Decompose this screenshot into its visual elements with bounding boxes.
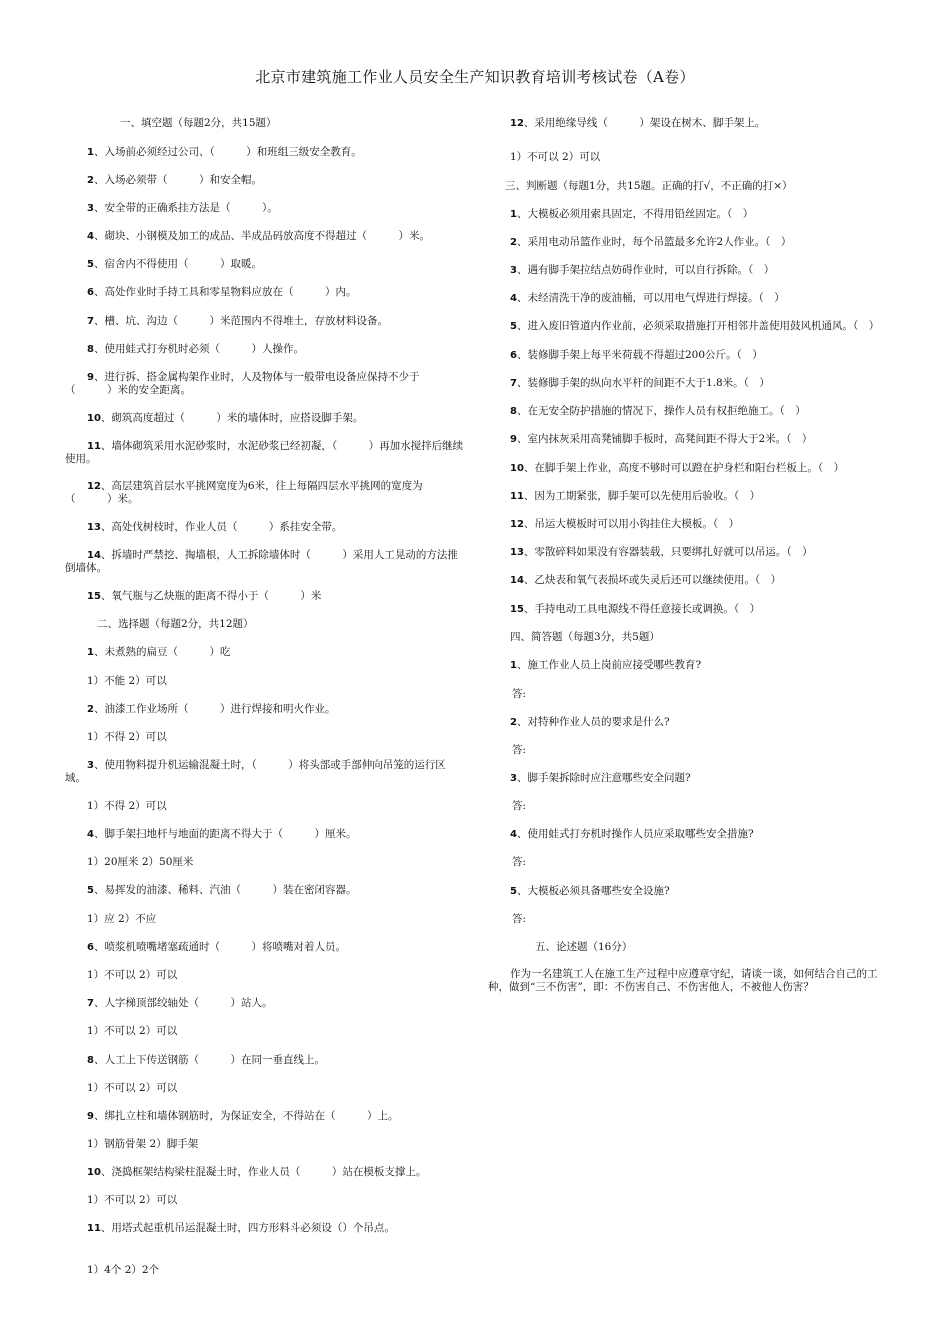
left-line-25: 1）20厘米 2）50厘米 xyxy=(87,856,194,868)
left-line-6: 5、宿舍内不得使用（ ）取暖。 xyxy=(87,258,262,270)
left-line-33: 1）不可以 2）可以 xyxy=(87,1082,178,1094)
left-line-13: 12、高层建筑首层水平挑网宽度为6米，往上每隔四层水平挑网的宽度为（ ）米。 xyxy=(65,480,423,505)
left-line-38: 11、用塔式起重机吊运混凝土时，四方形料斗必须设（）个吊点。 xyxy=(87,1222,395,1234)
right-line-5: 2、采用电动吊篮作业时，每个吊篮最多允许2人作业。（ ） xyxy=(510,236,792,248)
right-line-31: 作为一名建筑工人在施工生产过程中应遵章守纪，请谈一谈，如何结合自己的工种，做到“三不伤害”，即：不伤害自己、不伤害他人，不被他人伤害？ xyxy=(488,968,878,993)
left-line-18: 1、未煮熟的扁豆（ ）吃 xyxy=(87,646,231,658)
right-line-30: 五、论述题（16分） xyxy=(535,941,633,953)
right-line-13: 10、在脚手架上作业，高度不够时可以蹬在护身栏和阳台栏板上。（ ） xyxy=(510,462,845,474)
left-line-11: 10、砌筑高度超过（ ）米的墙体时，应搭设脚手架。 xyxy=(87,412,364,424)
left-line-30: 7、人字梯顶部绞轴处（ ）站人。 xyxy=(87,997,273,1009)
right-line-22: 2、对特种作业人员的要求是什么? xyxy=(510,716,670,728)
right-line-21: 答: xyxy=(512,688,527,700)
right-line-27: 答: xyxy=(512,856,527,868)
right-line-9: 6、装修脚手架上每平米荷载不得超过200公斤。（ ） xyxy=(510,349,763,361)
left-line-26: 5、易挥发的油漆、稀料、汽油（ ）装在密闭容器。 xyxy=(87,884,357,896)
left-line-7: 6、高处作业时手持工具和零星物料应放在（ ）内。 xyxy=(87,286,357,298)
right-line-20: 1、施工作业人员上岗前应接受哪些教育? xyxy=(510,659,702,671)
left-line-39: 1）4个 2）2个 xyxy=(87,1264,160,1276)
left-line-22: 3、使用物料提升机运输混凝土时，（ ）将头部或手部伸向吊笼的运行区域。 xyxy=(65,759,446,784)
right-line-25: 答: xyxy=(512,800,527,812)
left-line-2: 1、入场前必须经过公司、（ ）和班组三级安全教育。 xyxy=(87,146,362,158)
left-line-36: 10、浇捣框架结构梁柱混凝土时，作业人员（ ）站在模板支撑上。 xyxy=(87,1166,427,1178)
right-line-1: 12、采用绝缘导线（ ）架设在树木、脚手架上。 xyxy=(510,117,766,129)
right-line-18: 15、手持电动工具电源线不得任意接长或调换。（ ） xyxy=(510,603,761,615)
right-line-3: 三、判断题（每题1分，共15题。正确的打√，不正确的打×） xyxy=(505,180,793,192)
right-line-28: 5、大模板必须具备哪些安全设施? xyxy=(510,885,670,897)
left-line-15: 14、拆墙时严禁挖、掏墙根，人工拆除墙体时（ ）采用人工晃动的方法推倒墙体。 xyxy=(65,549,458,574)
right-line-7: 4、未经清洗干净的废油桶，可以用电气焊进行焊接。（ ） xyxy=(510,292,785,304)
left-line-10: 9、进行拆、搭金属构架作业时，人及物体与一般带电设备应保持不少于（ ）米的安全距离。 xyxy=(65,371,420,396)
right-line-16: 13、零散碎料如果没有容器装载，只要绑扎好就可以吊运。（ ） xyxy=(510,546,813,558)
right-line-12: 9、室内抹灰采用高凳铺脚手板时，高凳间距不得大于2米。（ ） xyxy=(510,433,813,445)
left-line-24: 4、脚手架扫地杆与地面的距离不得大于（ ）厘米。 xyxy=(87,828,357,840)
right-line-10: 7、装修脚手架的纵向水平杆的间距不大于1.8米。（ ） xyxy=(510,377,770,389)
left-line-21: 1）不得 2）可以 xyxy=(87,731,167,743)
right-line-11: 8、在无安全防护措施的情况下，操作人员有权拒绝施工。（ ） xyxy=(510,405,806,417)
left-line-29: 1）不可以 2）可以 xyxy=(87,969,178,981)
right-line-2: 1）不可以 2）可以 xyxy=(510,151,601,163)
right-line-4: 1、大模板必须用索具固定，不得用铅丝固定。（ ） xyxy=(510,208,754,220)
right-line-29: 答: xyxy=(512,913,527,925)
left-line-34: 9、绑扎立柱和墙体钢筋时，为保证安全，不得站在（ ）上。 xyxy=(87,1110,399,1122)
left-line-20: 2、油漆工作业场所（ ）进行焊接和明火作业。 xyxy=(87,703,336,715)
left-line-37: 1）不可以 2）可以 xyxy=(87,1194,178,1206)
left-line-1: 一、填空题（每题2分，共15题） xyxy=(120,117,277,129)
left-line-14: 13、高处伐树枝时，作业人员（ ）系挂安全带。 xyxy=(87,521,343,533)
left-line-5: 4、砌块、小钢模及加工的成品、半成品码放高度不得超过（ ）米。 xyxy=(87,230,430,242)
left-line-19: 1）不能 2）可以 xyxy=(87,675,167,687)
exam-title: 北京市建筑施工作业人员安全生产知识教育培训考核试卷（A卷） xyxy=(255,68,695,86)
left-line-31: 1）不可以 2）可以 xyxy=(87,1025,178,1037)
right-line-24: 3、脚手架拆除时应注意哪些安全问题? xyxy=(510,772,691,784)
right-line-15: 12、吊运大模板时可以用小钩挂住大模板。（ ） xyxy=(510,518,740,530)
left-line-9: 8、使用蛙式打夯机时必须（ ）人操作。 xyxy=(87,343,304,355)
right-line-14: 11、因为工期紧张，脚手架可以先使用后验收。（ ） xyxy=(510,490,761,502)
right-line-26: 4、使用蛙式打夯机时操作人员应采取哪些安全措施? xyxy=(510,828,754,840)
left-line-16: 15、氧气瓶与乙炔瓶的距离不得小于（ ）米 xyxy=(87,590,322,602)
right-line-19: 四、简答题（每题3分，共5题） xyxy=(510,631,660,643)
left-line-32: 8、人工上下传送钢筋（ ）在同一垂直线上。 xyxy=(87,1054,325,1066)
left-line-12: 11、墙体砌筑采用水泥砂浆时，水泥砂浆已经初凝，（ ）再加水搅拌后继续使用。 xyxy=(65,440,464,465)
left-line-8: 7、槽、坑、沟边（ ）米范围内不得堆土，存放材料设备。 xyxy=(87,315,388,327)
left-line-35: 1）钢筋骨架 2）脚手架 xyxy=(87,1138,199,1150)
left-line-27: 1）应 2）不应 xyxy=(87,913,157,925)
right-line-8: 5、进入废旧管道内作业前，必须采取措施打开相邻井盖使用鼓风机通风。（ ） xyxy=(510,320,880,332)
left-line-28: 6、喷浆机喷嘴堵塞疏通时（ ）将喷嘴对着人员。 xyxy=(87,941,346,953)
left-line-4: 3、安全带的正确系挂方法是（ ）。 xyxy=(87,202,278,214)
left-line-23: 1）不得 2）可以 xyxy=(87,800,167,812)
left-line-3: 2、入场必须带（ ）和安全帽。 xyxy=(87,174,262,186)
right-line-17: 14、乙炔表和氧气表损坏或失灵后还可以继续使用。（ ） xyxy=(510,574,782,586)
left-line-17: 二、选择题（每题2分，共12题） xyxy=(97,618,254,630)
right-line-23: 答: xyxy=(512,744,527,756)
right-line-6: 3、遇有脚手架拉结点妨碍作业时，可以自行拆除。（ ） xyxy=(510,264,775,276)
